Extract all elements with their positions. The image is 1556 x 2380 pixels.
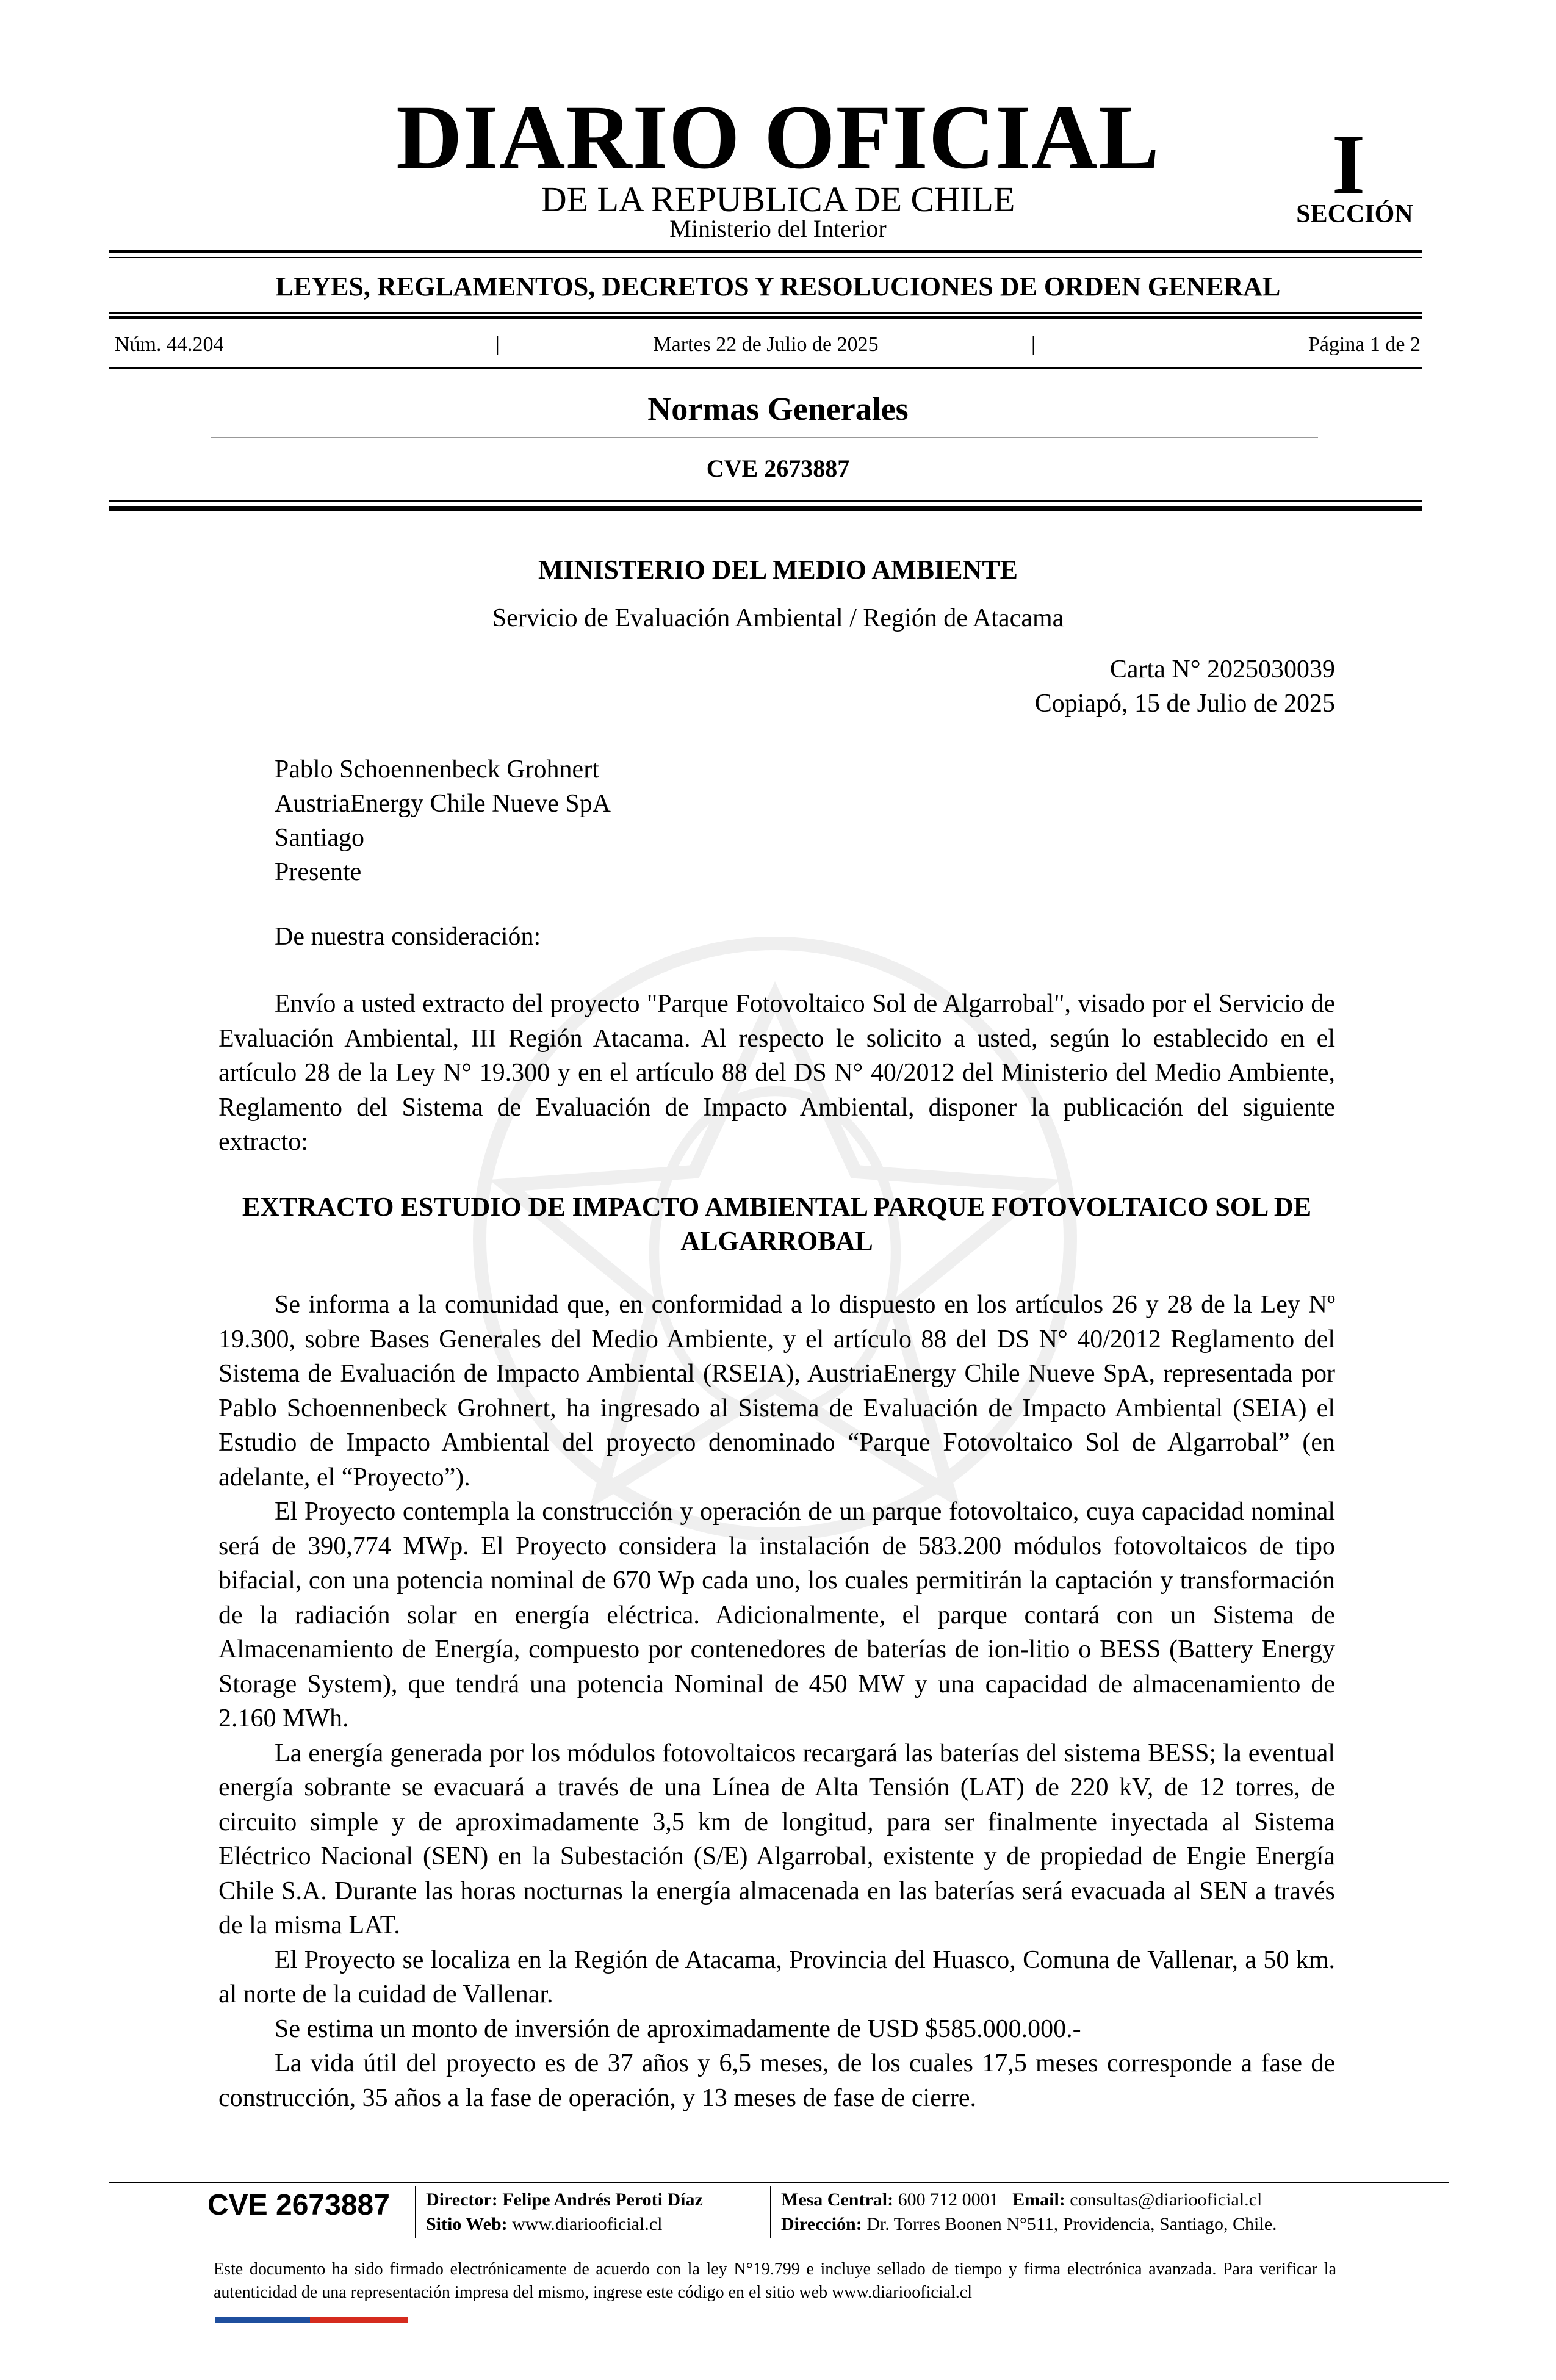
director-name: Felipe Andrés Peroti Díaz — [502, 2190, 703, 2210]
flag-stripe-blue — [215, 2317, 310, 2323]
section-label: SECCIÓN — [1296, 200, 1413, 228]
letter-place-date: Copiapó, 15 de Julio de 2025 — [1034, 690, 1335, 718]
director-label: Director: — [426, 2190, 498, 2210]
extract-paragraph: El Proyecto contempla la construcción y operación de un parque fotovoltaico, cuya capacidad nominal será de 390,774 MWp. El Proyecto considera la instalación de 583.200 módulos fotovoltaicos de tipo bifacial, con una potencia nominal de 670 Wp cada uno, los cuales permitirán la captación y transformación de la radiación solar en energía eléctrica. Adicionalmente, el parque contará con un Sistema de Almacenamiento de Energía, compuesto por contenedores de baterías de ion-litio o BESS (Battery Energy Storage System), que tendrá una potencia Nominal de 450 MW y una capacidad de almacenamiento de 2.160 MWh. — [218, 1498, 1335, 1733]
extract-body — [218, 1288, 1335, 2115]
newspaper-subtitle: DE LA REPUBLICA DE CHILE — [541, 179, 1015, 219]
header-rule-thin — [109, 257, 1422, 258]
address-label: Dirección: — [781, 2214, 862, 2234]
section-subheader: LEYES, REGLAMENTOS, DECRETOS Y RESOLUCIONES DE ORDEN GENERAL — [275, 272, 1281, 301]
newspaper-title: DIARIO OFICIAL — [396, 87, 1160, 188]
extract-paragraph: Se informa a la comunidad que, en conformidad a lo dispuesto en los artículos 26 y 28 de la Ley Nº 19.300, sobre Bases Generales del Medio Ambiente, y el artículo 88 del DS N° 40/2012 Reglamento del Sistema de Evaluación de Impacto Ambiental (RSEIA), AustriaEnergy Chile Nueve SpA, representada por Pablo Schoennenbeck Grohnert, ha ingresado al Sistema de Evaluación de Impacto Ambiental (SEIA) el Estudio de Impacto Ambiental del proyecto denominado “Parque Fotovoltaico Sol de Algarrobal” (en adelante, el “Proyecto”). — [218, 1291, 1335, 1491]
infobar-rule — [109, 367, 1422, 369]
letter-number: Carta N° 2025030039 — [1109, 655, 1335, 683]
info-separator: | — [1031, 333, 1036, 356]
issuing-ministry: MINISTERIO DEL MEDIO AMBIENTE — [538, 555, 1018, 585]
subheader-rule-thin — [109, 312, 1422, 314]
footer-divider — [770, 2186, 771, 2238]
extract-title: EXTRACTO ESTUDIO DE IMPACTO AMBIENTAL PARQUE FOTOVOLTAICO SOL DE ALGARROBAL — [242, 1192, 1312, 1256]
email-link[interactable]: consultas@diariooficial.cl — [1070, 2190, 1262, 2210]
cve-rule-thin — [109, 500, 1422, 502]
page-indicator: Página 1 de 2 — [1308, 333, 1421, 356]
cve-rule-thick — [109, 506, 1422, 511]
section-title-rule — [211, 437, 1318, 438]
footer-rule-top — [109, 2182, 1449, 2183]
header-rule-thick — [109, 250, 1422, 253]
extract-paragraph: La vida útil del proyecto es de 37 años y 6,5 meses, de los cuales 17,5 meses corresponde a fase de construcción, 35 años a la fase de operación, y 13 meses de fase de cierre. — [218, 2049, 1335, 2112]
email-label: Email: — [1012, 2190, 1065, 2210]
recipient-name: Pablo Schoennenbeck Grohnert — [275, 755, 599, 784]
cve-code: CVE 2673887 — [706, 455, 850, 482]
info-separator: | — [495, 333, 500, 356]
recipient-presente: Presente — [275, 858, 362, 886]
issue-date: Martes 22 de Julio de 2025 — [653, 333, 879, 356]
issue-number: Núm. 44.204 — [115, 333, 224, 356]
newspaper-ministry: Ministerio del Interior — [669, 215, 887, 242]
mesa-phone: 600 712 0001 — [898, 2190, 999, 2210]
recipient-city: Santiago — [275, 824, 364, 852]
extract-paragraph: El Proyecto se localiza en la Región de Atacama, Provincia del Huasco, Comuna de Vallenar, a 50 km. al norte de la cuidad de Vallenar. — [218, 1945, 1335, 2008]
intro-paragraph: Envío a usted extracto del proyecto "Parque Fotovoltaico Sol de Algarrobal", visado por el Servicio de Evaluación Ambiental, III Región Atacama. Al respecto le solicito a usted, según lo establecido en el artículo 28 de la Ley N° 19.300 y en el artículo 88 del DS N° 40/2012 del Ministerio del Medio Ambiente, Reglamento del Sistema de Evaluación de Impacto Ambiental, disponer la publicación del siguiente extracto: — [218, 990, 1335, 1156]
website-link[interactable]: www.diariooficial.cl — [512, 2214, 663, 2234]
issuing-service: Servicio de Evaluación Ambiental / Región de Atacama — [492, 604, 1064, 632]
extract-paragraph: Se estima un monto de inversión de aproximadamente de USD $585.000.000.- — [275, 2014, 1081, 2043]
footer-verification-note: Este documento ha sido firmado electrónicamente de acuerdo con la ley N°19.799 e incluye sellado de tiempo y firma electrónica avanzada. Para verificar la autenticidad de una representación impresa del mismo, ingrese este código en el sitio web www.diariooficial.cl — [214, 2260, 1336, 2302]
footer-director-block — [426, 2188, 703, 2237]
flag-stripe-red — [310, 2317, 408, 2323]
web-label: Sitio Web: — [426, 2214, 508, 2234]
subheader-rule-thick — [109, 316, 1422, 319]
section-number: I — [1331, 117, 1366, 212]
letter-greeting: De nuestra consideración: — [275, 923, 541, 951]
mesa-label: Mesa Central: — [781, 2190, 894, 2210]
footer-contact-block — [781, 2188, 1277, 2237]
footer-cve-code: CVE 2673887 — [207, 2189, 390, 2221]
section-title: Normas Generales — [647, 391, 909, 427]
address-value: Dr. Torres Boonen N°511, Providencia, Santiago, Chile. — [866, 2214, 1277, 2234]
extract-paragraph: La energía generada por los módulos fotovoltaicos recargará las baterías del sistema BESS; la eventual energía sobrante se evacuará a través de una Línea de Alta Tensión (LAT) de 220 kV, de 12 torres, de circuito simple y de aproximadamente 3,5 km de longitud, para ser finalmente inyectada al Sistema Eléctrico Nacional (SEN) en la Subestación (S/E) Algarrobal, existente y de propiedad de Engie Energía Chile S.A. Durante las horas nocturnas la energía almacenada en las baterías será evacuada al SEN a través de la misma LAT. — [218, 1739, 1335, 1939]
letter-intro — [218, 987, 1335, 1159]
recipient-company: AustriaEnergy Chile Nueve SpA — [275, 790, 611, 818]
footer-divider — [415, 2186, 416, 2238]
